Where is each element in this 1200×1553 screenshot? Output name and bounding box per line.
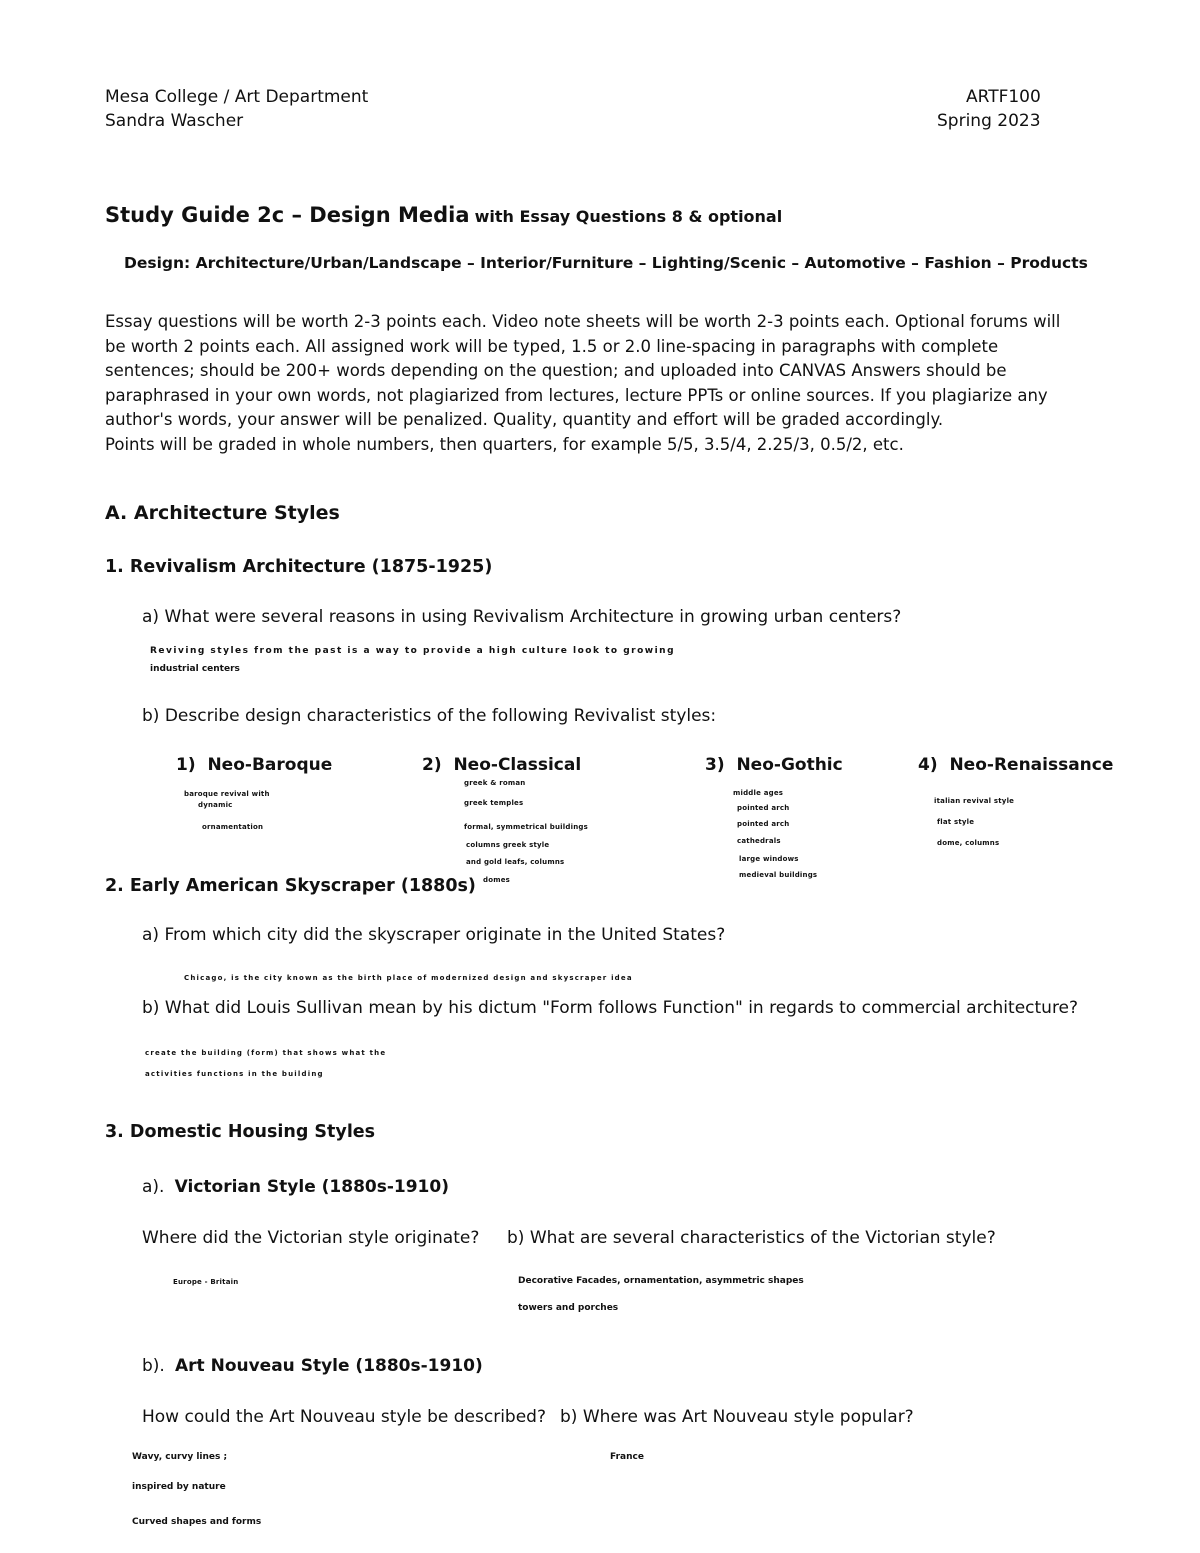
art-nouveau-answer1-line1: Wavy, curvy lines ; (132, 1452, 228, 1462)
style-neo-baroque: 1) Neo-Baroque (176, 755, 333, 775)
q2b-question: b) What did Louis Sullivan mean by his dictum "Form follows Function" in regards to commercial architecture? (142, 998, 1079, 1018)
q1b-question: b) Describe design characteristics of the following Revivalist styles: (142, 706, 717, 726)
header-instructor: Sandra Wascher (105, 111, 244, 131)
victorian-q1: Where did the Victorian style originate? (142, 1228, 480, 1248)
neo-gothic-note: pointed arch (737, 820, 790, 828)
neo-classical-note: and gold leafs, columns (466, 858, 565, 866)
neo-classical-note: domes (483, 876, 511, 884)
art-nouveau-answer1-line2: inspired by nature (132, 1482, 226, 1492)
neo-gothic-note: medieval buildings (739, 871, 818, 879)
section-a-heading: A. Architecture Styles (105, 502, 340, 524)
q2a-question: a) From which city did the skyscraper originate in the United States? (142, 925, 726, 945)
style-neo-gothic: 3) Neo-Gothic (705, 755, 843, 775)
neo-classical-note: greek & roman (464, 779, 526, 787)
q2b-answer-line1: create the building (form) that shows what the (145, 1049, 387, 1057)
page-title-main: Study Guide 2c – Design Media (105, 203, 470, 227)
art-nouveau-heading: b). Art Nouveau Style (1880s-1910) (142, 1356, 483, 1376)
neo-classical-note: columns greek style (466, 841, 550, 849)
intro-paragraph: Essay questions will be worth 2-3 points each. Video note sheets will be worth 2-3 points each. Optional forums will be worth 2 points each. All assigned work will be typed, 1.5 or 2.0 line-spacing in paragraphs with complete sentences; should be 200+ words depending on the question; and uploaded into CANVAS Answers should be paraphrased in your own words, not plagiarized from lectures, lecture PPTs or online sources. If you plagiarize any author's words, your answer will be penalized. Quality, quantity and effort will be graded accordingly. (105, 312, 1061, 429)
header-department: Mesa College / Art Department (105, 87, 369, 107)
neo-baroque-note: dynamic (198, 801, 233, 809)
neo-renaissance-note: italian revival style (934, 797, 1015, 805)
victorian-q2: b) What are several characteristics of the Victorian style? (507, 1228, 996, 1248)
q2a-answer: Chicago, is the city known as the birth place of modernized design and skyscraper idea (184, 974, 633, 982)
victorian-heading: a). Victorian Style (1880s-1910) (142, 1177, 449, 1197)
art-nouveau-answer1-line3: Curved shapes and forms (132, 1517, 262, 1527)
q1a-answer-line1: Reviving styles from the past is a way to provide a high culture look to growing (150, 646, 676, 656)
style-neo-renaissance: 4) Neo-Renaissance (918, 755, 1114, 775)
header-term: Spring 2023 (937, 111, 1041, 131)
header-course: ARTF100 (966, 87, 1041, 107)
victorian-answer2-line1: Decorative Facades, ornamentation, asymmetric shapes (518, 1276, 804, 1286)
art-nouveau-answer2: France (610, 1452, 644, 1462)
q2-heading: 2. Early American Skyscraper (1880s) (105, 876, 476, 896)
q3-heading: 3. Domestic Housing Styles (105, 1122, 376, 1142)
grading-note: Points will be graded in whole numbers, then quarters, for example 5/5, 3.5/4, 2.25/3, 0.5/2, etc. (105, 435, 904, 454)
q2b-answer-line2: activities functions in the building (145, 1070, 324, 1078)
q1-heading: 1. Revivalism Architecture (1875-1925) (105, 557, 493, 577)
neo-classical-note: formal, symmetrical buildings (464, 823, 588, 831)
art-nouveau-q2: b) Where was Art Nouveau style popular? (560, 1407, 914, 1427)
neo-renaissance-note: flat style (937, 818, 975, 826)
neo-baroque-note: ornamentation (202, 823, 264, 831)
neo-gothic-note: cathedrals (737, 837, 781, 845)
neo-baroque-note: baroque revival with (184, 790, 270, 798)
neo-gothic-note: large windows (739, 855, 799, 863)
victorian-answer2-line2: towers and porches (518, 1303, 619, 1313)
neo-classical-note: greek temples (464, 799, 524, 807)
page-title-suffix: with Essay Questions 8 & optional (474, 207, 783, 226)
q1a-answer-line2: industrial centers (150, 664, 240, 674)
neo-gothic-note: pointed arch (737, 804, 790, 812)
neo-renaissance-note: dome, columns (937, 839, 1000, 847)
art-nouveau-q1: How could the Art Nouveau style be described? (142, 1407, 546, 1427)
victorian-answer1: Europe - Britain (173, 1278, 239, 1286)
neo-gothic-note: middle ages (733, 789, 784, 797)
design-categories: Design: Architecture/Urban/Landscape – Interior/Furniture – Lighting/Scenic – Automotive – Fashion – Products (124, 254, 1088, 272)
q1a-question: a) What were several reasons in using Revivalism Architecture in growing urban centers? (142, 607, 902, 627)
page-title (105, 203, 782, 227)
style-neo-classical: 2) Neo-Classical (422, 755, 582, 775)
